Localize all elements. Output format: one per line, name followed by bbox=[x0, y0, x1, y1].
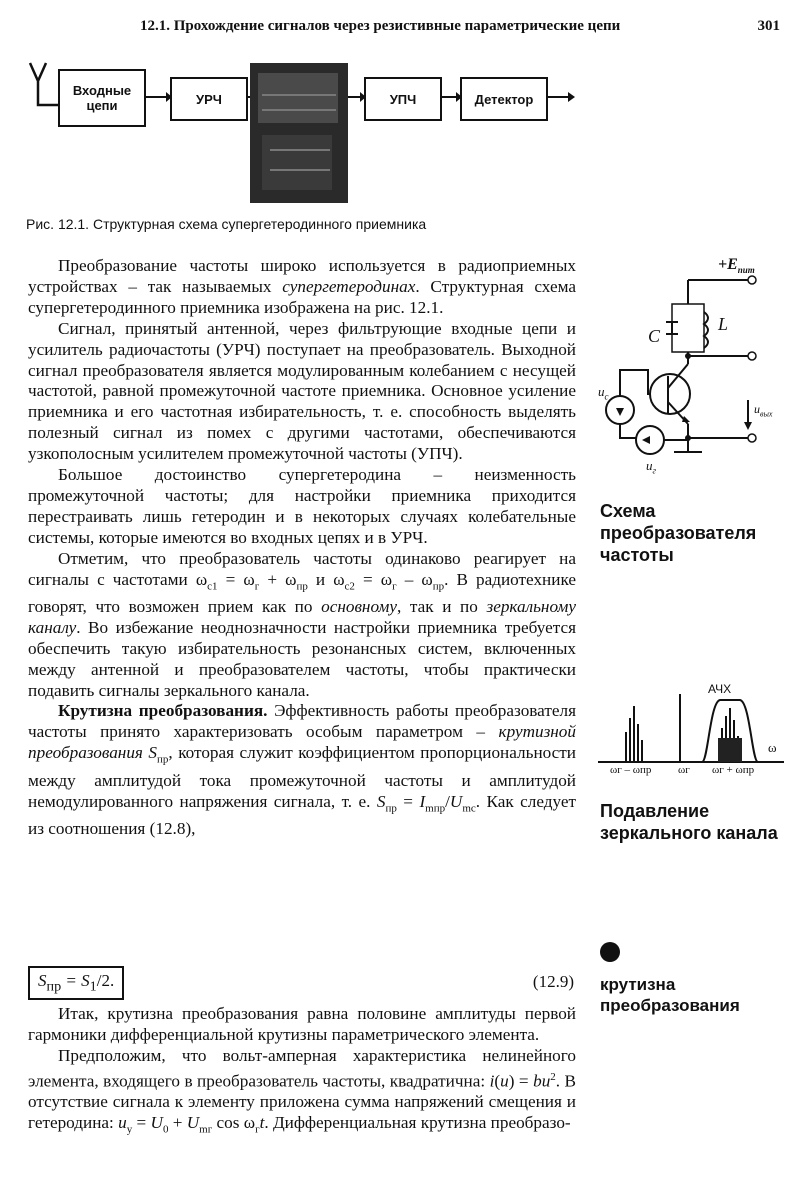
block-detector: Детектор bbox=[460, 77, 548, 121]
paragraph: Крутизна преобразования. Эффективность работы преобразователя частоты принято характеризовать особым параметром – крутизной преобразования $S_{пр}$, которая служит коэффициентом пропорциональности между амплитудой тока промежуточной частоты и амплитудой немодулированного напряжения сигнала, т. е. $S_{пр} = I_{mпр}/U_{mc}$. Как следует из соотношения (12.8), bbox=[28, 701, 577, 838]
block-input-circuits: Входные цепи bbox=[58, 69, 146, 127]
circuit-title: Схема преобразователя частоты bbox=[600, 501, 757, 565]
paragraph: Отметим, что преобразователь частоты одинаково реагирует на сигналы с частотами $\omega_{с1} = \omega_г + \omega_{пр}$ и $\omega_{с2} = \omega_г - \omega_{пр}$. В радиотехнике говорят, что возможен прием как по основному, так и по зеркальному каналу. Во избежание неоднозначности настройки приемника требуется обеспечить такую избирательность резонансных систем, включенных между антенной и преобразователем частоты, чтобы практически подавить сигналы зеркального канала. bbox=[28, 548, 576, 700]
output-voltage-label: $u_{вых}$ bbox=[754, 402, 773, 419]
main-frequency-label: ωг + ωпр bbox=[712, 764, 755, 776]
block-diagram bbox=[0, 55, 800, 215]
capacitor-label: C bbox=[648, 326, 661, 346]
paragraph: Сигнал, принятый антенной, через фильтрующие входные цепи и усилитель радиочастоты (УРЧ) поступает на преобразователь. Выходной сигнал преобразователя является модулированным колебанием с несущей частотой, равной промежуточной частоте приемника. Основное усиление приемника и его частотная избирательность, т. е. способность выделять полезный сигнал из помех с другими частотами, обеспечиваются узкополосным усилителем промежуточной частоты (УПЧ). bbox=[28, 318, 576, 464]
body-text bbox=[28, 256, 576, 840]
paragraph: Большое достоинство супергетеродина – неизменность промежуточной частоты; для настройки приемника приходится перестраивать лишь гетеродин и в некоторых случаях колебательные системы, которые имеются во входных цепях и в УРЧ. bbox=[28, 465, 576, 547]
spectrum-figure bbox=[596, 680, 792, 780]
paragraph: Итак, крутизна преобразования равна половине амплитуды первой гармоники дифференциальной крутизны параметрического элемента. bbox=[28, 1004, 576, 1044]
figure-caption: Рис. 12.1. Структурная схема супергетеродинного приемника bbox=[26, 216, 427, 232]
supply-label: $+E_{пит}$ bbox=[718, 256, 755, 276]
margin-note: крутизна преобразования bbox=[600, 975, 740, 1015]
body-text-continued bbox=[28, 1004, 576, 1141]
circuit-figure bbox=[590, 252, 790, 482]
header-title: 12.1. Прохождение сигналов через резистивные параметрические цепи bbox=[140, 18, 621, 34]
heterodyne-frequency-label: ωг bbox=[678, 764, 690, 776]
bullet-marker bbox=[600, 942, 620, 962]
equation-box: $S_{пр} = S_1/2$. bbox=[28, 966, 124, 1000]
block-rf-amplifier: УРЧ bbox=[170, 77, 248, 121]
inductor-label: L bbox=[718, 314, 729, 334]
running-header bbox=[140, 18, 780, 35]
omega-axis-label: ω bbox=[768, 740, 777, 755]
page-number: 301 bbox=[757, 18, 780, 34]
equation-12-9 bbox=[28, 966, 576, 1000]
heterodyne-source-label: $u_г$ bbox=[646, 458, 657, 476]
paragraph: Предположим, что вольт-амперная характеристика нелинейного элемента, входящего в преобразователь частоты, квадратична: $i(u) = bu^2$. В отсутствие сигнала к элементу приложена сумма напряжений смещения и гетеродина: $u_у = U_0 + U_{mг}$ $\cos \omega_гt$. Дифференциальная крутизна преобразо- bbox=[28, 1045, 577, 1136]
signal-source-label: $u_c$ bbox=[598, 384, 609, 402]
circuit-schematic bbox=[590, 252, 790, 482]
spectrum-title: Подавление зеркального канала bbox=[600, 801, 778, 843]
block-if-amplifier: УПЧ bbox=[364, 77, 442, 121]
equation-number: (12.9) bbox=[532, 972, 574, 991]
mirror-frequency-label: ωг – ωпр bbox=[610, 764, 652, 776]
afc-label: АЧХ bbox=[708, 682, 732, 696]
paragraph: Преобразование частоты широко используется в радиоприемных устройствах – так называемых супергетеродинах. Структурная схема супергетеродинного приемника изображена на рис. 12.1. bbox=[28, 256, 576, 317]
